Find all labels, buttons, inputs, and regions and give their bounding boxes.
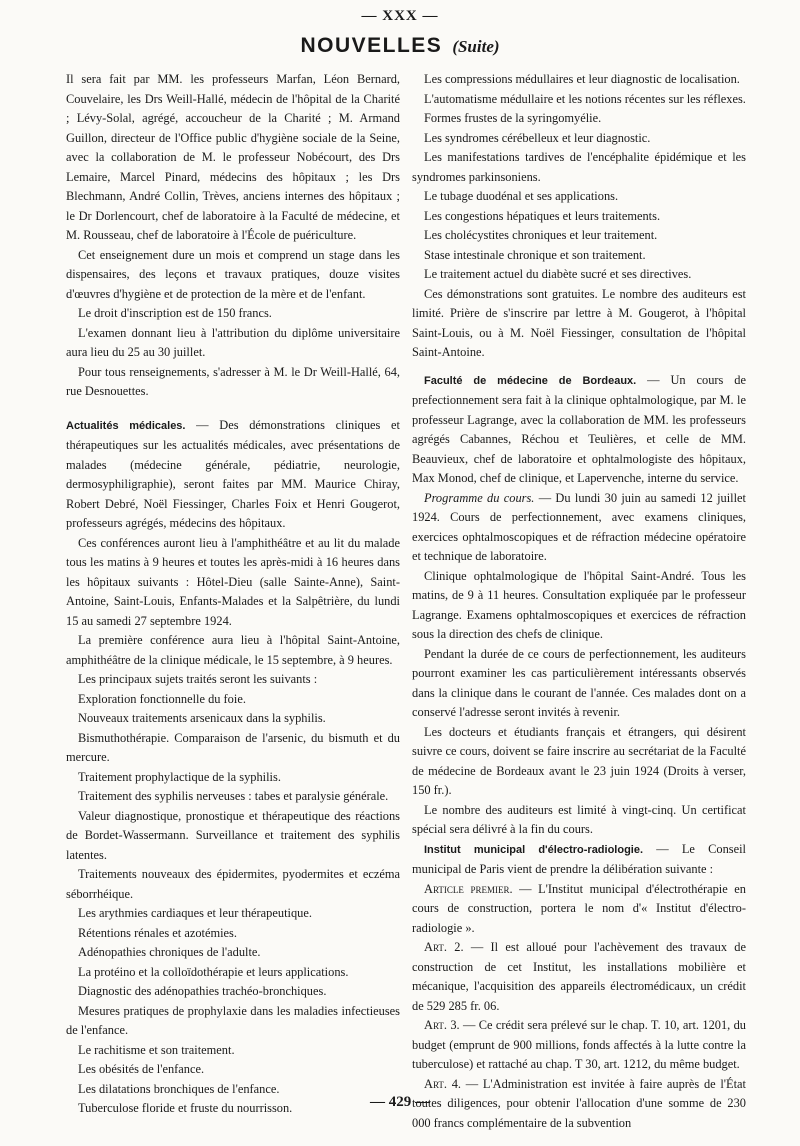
paragraph: Le nombre des auditeurs est limité à vingt-cinq. Un certificat spécial sera délivré à la fin du cours.: [412, 802, 746, 836]
list-item: Bismuthothérapie. Comparaison de l'arsenic, du bismuth et du mercure.: [66, 730, 400, 764]
article-2: [412, 938, 746, 1016]
list-item: La protéino et la colloïdothérapie et leurs applications.: [78, 964, 349, 979]
list-item: Les dilatations bronchiques de l'enfance.: [78, 1081, 280, 1096]
list-item: Rétentions rénales et azotémies.: [78, 925, 237, 940]
paragraph: Pendant la durée de ce cours de perfectionnement, les auditeurs pourront examiner les cas particulièrement intéressants observés dans la clinique dans le courant de l'année. Ces malades dont on a conservé l'adresse seront invités à revenir.: [412, 646, 746, 719]
article-text: — L'Administration est invitée à faire auprès de l'État toutes diligences, pour obtenir l'allocation d'une somme de 230 000 francs complémentaire de la subvention: [412, 1076, 746, 1130]
section-title-main: NOUVELLES: [300, 34, 443, 57]
article-label: Article premier.: [424, 881, 513, 896]
article-text: — L'Institut municipal d'électrothérapie en cours de construction, portera le nom d'« Institut d'électro-radiologie ».: [412, 881, 746, 935]
list-item: Le tubage duodénal et ses applications.: [424, 189, 619, 203]
list-item: Adénopathies chroniques de l'adulte.: [78, 945, 261, 959]
article-label: Art. 3.: [424, 1018, 460, 1032]
paragraph: La première conférence aura lieu à l'hôpital Saint-Antoine, amphithéâtre de la clinique médicale, le 15 septembre, à 9 heures.: [66, 633, 400, 667]
paragraph: L'examen donnant lieu à l'attribution du diplôme universitaire aura lieu du 25 au 30 juillet.: [66, 325, 400, 359]
article-text: — Ce crédit sera prélevé sur le chap. T. 10, art. 1201, du budget (emprunt de 900 millions, fonds affectés à la lutte contre la tuberculose) et rattaché au chap. T 30, art. 1212, du même budget.: [412, 1018, 746, 1071]
institut-intro-text: — Le Conseil municipal de Paris vient de prendre la délibération suivante :: [412, 841, 746, 876]
list-item: Les congestions hépatiques et leurs traitements.: [424, 208, 661, 223]
paragraph: Le droit d'inscription est de 150 francs.: [78, 306, 272, 320]
list-item: Les manifestations tardives de l'encéphalite épidémique et les syndromes parkinsoniens.: [412, 150, 746, 184]
list-item: Les arythmies cardiaques et leur thérapeutique.: [78, 906, 312, 920]
list-item: Traitement prophylactique de la syphilis.: [78, 769, 281, 784]
bordeaux-heading: Faculté de médecine de Bordeaux.: [424, 374, 637, 387]
article-label: Art. 2.: [424, 940, 464, 954]
programme-text: — Du lundi 30 juin au samedi 12 juillet 1924. Cours de perfectionnement, avec examens cliniques, exercices ophtalmoscopiques et de réfraction médecine opératoire et technique de laboratoire.: [412, 490, 746, 563]
list-item: Traitements nouveaux des épidermites, pyodermites et eczéma séborrhéique.: [66, 867, 400, 901]
actualites-intro-text: — Des démonstrations cliniques et thérapeutiques sur les actualités médicales, avec présentations de malades (médecine générale, pédiatrie, neurologie, dermosyphiligraphie), seront faites par MM. Maurice Chiray, Robert Debré, Noël Fiessinger, Charles Foix et Henri Gougerot, professeurs agrégés, médecins des hôpitaux.: [66, 417, 400, 530]
list-item: Les syndromes cérébelleux et leur diagnostic.: [424, 130, 651, 145]
section-title-suffix: (Suite): [452, 37, 500, 56]
list-item: Valeur diagnostique, pronostique et thérapeutique des réactions de Bordet-Wassermann. Surveillance et traitement des syphilis latentes.: [66, 808, 400, 862]
institut-intro: [412, 840, 746, 880]
page-roman-number: — XXX —: [361, 8, 439, 24]
bordeaux-intro-text: — Un cours de prefectionnement sera fait à la clinique ophtalmologique, par M. le professeur Lagrange, avec la collaboration de MM. les professeurs agrégés Cabannes, Réchou et Teulières, et celle de MM. Beauvieux, chef de laboratoire et ophtalmologiste des hôpitaux, Max Monod, chef de clinique, et Lapervenche, interne du service.: [412, 372, 746, 485]
institut-heading: Institut municipal d'électro-radiologie.: [424, 843, 644, 856]
paragraph: Les docteurs et étudiants français et étrangers, qui désirent suivre ce cours, doivent se faire inscrire au secrétariat de la Faculté de médecine de Bordeaux avant le 23 juin 1924 (Droits à verser, 150 fr.).: [412, 724, 746, 797]
programme-label: Programme du cours.: [424, 490, 535, 505]
page-number: — 429 —: [370, 1094, 430, 1110]
article-label: Art. 4.: [424, 1076, 462, 1091]
list-item: Le traitement actuel du diabète sucré et ses directives.: [424, 267, 692, 281]
list-item: Les obésités de l'enfance.: [78, 1062, 205, 1076]
paragraph: Ces conférences auront lieu à l'amphithéâtre et au lit du malade tous les matins à 9 heures et toutes les après-midi à 16 heures dans les hôpitaux suivants : Hôtel-Dieu (salle Sainte-Anne), Saint-Antoine, Saint-Louis, Enfants-Malades et la Salpêtrière, du lundi 15 au samedi 27 septembre 1924.: [66, 535, 400, 628]
list-item: L'automatisme médullaire et les notions récentes sur les réflexes.: [424, 91, 746, 106]
left-column: [66, 70, 400, 1119]
list-item: Exploration fonctionnelle du foie.: [78, 691, 246, 706]
list-item: Les cholécystites chroniques et leur traitement.: [424, 228, 658, 242]
list-item: Traitement des syphilis nerveuses : tabes et paralysie générale.: [78, 789, 389, 803]
list-item: Stase intestinale chronique et son traitement.: [424, 247, 646, 262]
actualites-intro: [66, 416, 400, 534]
list-item: Mesures pratiques de prophylaxie dans les maladies infectieuses de l'enfance.: [66, 1003, 400, 1037]
paragraph: Clinique ophtalmologique de l'hôpital Saint-André. Tous les matins, de 9 à 11 heures. Consultation expliquée par le professeur Lagrange. Examens ophtalmoscopiques et exercices de réfraction sous la direction des chefs de clinique.: [412, 568, 746, 641]
right-column: [412, 70, 746, 1133]
section-title: [0, 34, 800, 58]
programme-paragraph: [412, 489, 746, 567]
actualites-heading: Actualités médicales.: [66, 419, 186, 432]
paragraph: Pour tous renseignements, s'adresser à M. le Dr Weill-Hallé, 64, rue Desnouettes.: [66, 364, 400, 398]
article-3: [412, 1016, 746, 1075]
list-item: Tuberculose floride et fruste du nourrisson.: [78, 1101, 293, 1115]
list-item: Le rachitisme et son traitement.: [78, 1042, 235, 1057]
bordeaux-intro: [412, 371, 746, 489]
paragraph: Cet enseignement dure un mois et comprend un stage dans les dispensaires, des leçons et travaux pratiques, douze visites d'œuvres d'hygiène et de protection de la mère et de l'enfant.: [66, 247, 400, 301]
list-item: Les compressions médullaires et leur diagnostic de localisation.: [424, 72, 740, 86]
list-item: Formes frustes de la syringomyélie.: [424, 111, 602, 125]
article-1: [412, 880, 746, 939]
list-item: Diagnostic des adénopathies trachéo-bronchiques.: [78, 984, 327, 998]
paragraph: Les principaux sujets traités seront les suivants :: [78, 672, 318, 686]
article-text: — Il est alloué pour l'achèvement des travaux de construction de cet Institut, les installations mobilière et mécanique, l'acquisition des appareils électromédicaux, un crédit de 529 285 fr. 06.: [412, 940, 746, 1013]
paragraph: Il sera fait par MM. les professeurs Marfan, Léon Bernard, Couvelaire, les Drs Weill-Hallé, médecin de l'hôpital de la Charité ; Lévy-Solal, agrégé, accoucheur de la Charité ; M. Armand Guillon, directeur de l'Office public d'hygiène sociale de la Seine, avec la collaboration de M. le professeur Nobécourt, des Drs Lemaire, Marcel Pinard, médecins des hôpitaux ; les Drs Blechmann, André Collin, Trèves, anciens internes des hôpitaux ; le Dr Dorlencourt, chef de laboratoire à la Faculté de médecine, et M. Rousseau, chef de laboratoire à l'École de puériculture.: [66, 72, 400, 242]
paragraph: Ces démonstrations sont gratuites. Le nombre des auditeurs est limité. Prière de s'inscrire par lettre à M. Gougerot, à l'hôpital Saint-Louis, ou à M. Noël Fiessinger, consultation de l'hôpital Saint-Antoine.: [412, 286, 746, 359]
list-item: Nouveaux traitements arsenicaux dans la syphilis.: [78, 711, 326, 725]
